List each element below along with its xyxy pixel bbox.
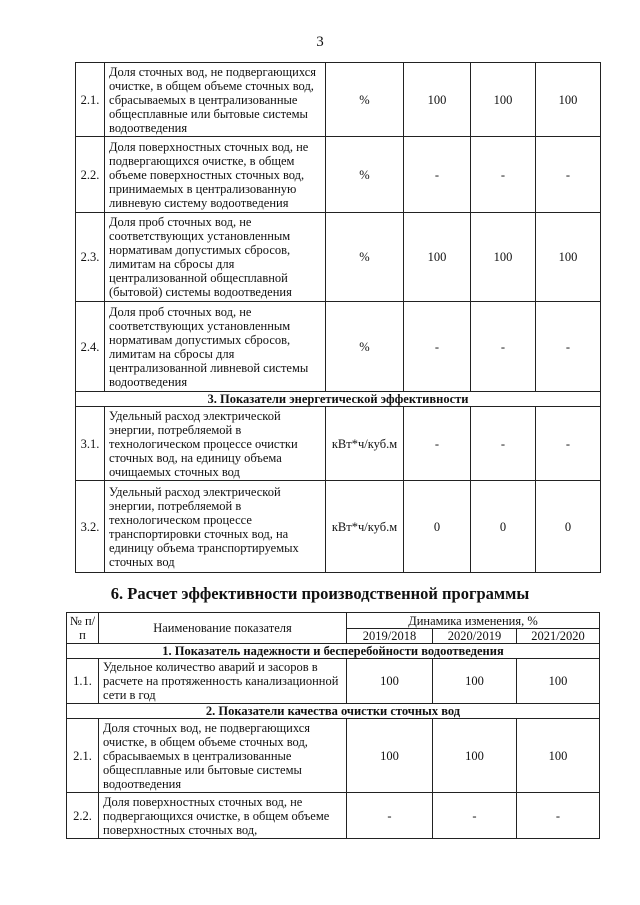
value-2020: - [471, 137, 536, 213]
value-2020-2019: - [433, 793, 517, 839]
indicator-name: Доля проб сточных вод, не соответствующих установленным нормативам допустимых сбросов, лимитам на сбросы для централизованной общесплавной (бытовой) системы водоотведения [105, 213, 326, 302]
unit: % [326, 213, 404, 302]
indicator-name: Доля поверхностных сточных вод, не подвергающихся очистке, в общем объеме поверхностных сточных вод, принимаемых в централизованную ливневую систему водоотведения [105, 137, 326, 213]
row-number: 3.1. [76, 407, 105, 481]
table-row [76, 481, 601, 573]
indicator-name: Доля поверхностных сточных вод, не подвергающихся очистке, в общем объеме поверхностных сточных вод, [99, 793, 347, 839]
row-number: 3.2. [76, 481, 105, 573]
value-2019: - [404, 137, 471, 213]
header-row [67, 613, 600, 629]
section-title: 2. Показатели качества очистки сточных вод [67, 704, 600, 719]
indicator-name: Удельный расход электрической энергии, потребляемой в технологическом процессе транспортировки сточных вод, на единицу объема транспортируемых сточных вод [105, 481, 326, 573]
row-number: 2.2. [67, 793, 99, 839]
value-2020: 0 [471, 481, 536, 573]
value-2021: 0 [536, 481, 601, 573]
value-2021: - [536, 137, 601, 213]
page-number: 3 [316, 34, 324, 50]
value-2019: 100 [404, 213, 471, 302]
section-row [67, 644, 600, 659]
row-number: 2.2. [76, 137, 105, 213]
value-2021: 100 [536, 213, 601, 302]
row-number: 2.1. [76, 63, 105, 137]
table-row [76, 137, 601, 213]
value-2020: 100 [471, 213, 536, 302]
value-2020: 100 [471, 63, 536, 137]
header-name: Наименование показателя [99, 613, 347, 644]
table-row [67, 659, 600, 704]
value-2020: - [471, 302, 536, 392]
value-2020-2019: 100 [433, 719, 517, 793]
row-number: 1.1. [67, 659, 99, 704]
value-2020: - [471, 407, 536, 481]
header-period: 2021/2020 [517, 629, 600, 644]
table-row [67, 793, 600, 839]
row-number: 2.1. [67, 719, 99, 793]
value-2019: - [404, 407, 471, 481]
value-2019: - [404, 302, 471, 392]
header-number: № п/п [67, 613, 99, 644]
indicator-name: Доля сточных вод, не подвергающихся очистке, в общем объеме сточных вод, сбрасываемых в централизованные общесплавные или бытовые системы водоотведения [99, 719, 347, 793]
table-row [76, 213, 601, 302]
section-heading: 6. Расчет эффективности производственной программы [110, 584, 530, 603]
value-2021: 100 [536, 63, 601, 137]
section-title: 3. Показатели энергетической эффективности [76, 392, 601, 407]
value-2019-2018: - [347, 793, 433, 839]
value-2021: - [536, 302, 601, 392]
value-2021-2020: - [517, 793, 600, 839]
value-2021-2020: 100 [517, 719, 600, 793]
indicator-name: Доля проб сточных вод, не соответствующих установленным нормативам допустимых сбросов, лимитам на сбросы для централизованной ливневой системы водоотведения [105, 302, 326, 392]
header-period: 2019/2018 [347, 629, 433, 644]
section-title: 1. Показатель надежности и бесперебойности водоотведения [67, 644, 600, 659]
value-2019: 100 [404, 63, 471, 137]
value-2021-2020: 100 [517, 659, 600, 704]
table-row [67, 719, 600, 793]
section-row [67, 704, 600, 719]
unit: кВт*ч/куб.м [326, 407, 404, 481]
efficiency-table [66, 612, 600, 839]
row-number: 2.3. [76, 213, 105, 302]
unit: % [326, 63, 404, 137]
row-number: 2.4. [76, 302, 105, 392]
header-dynamics: Динамика изменения, % [347, 613, 600, 629]
unit: % [326, 302, 404, 392]
value-2021: - [536, 407, 601, 481]
indicator-name: Удельное количество аварий и засоров в расчете на протяженность канализационной сети в год [99, 659, 347, 704]
unit: % [326, 137, 404, 213]
section-row [76, 392, 601, 407]
indicator-name: Удельный расход электрической энергии, потребляемой в технологическом процессе очистки сточных вод, на единицу объема очищаемых сточных вод [105, 407, 326, 481]
value-2019-2018: 100 [347, 719, 433, 793]
indicator-name: Доля сточных вод, не подвергающихся очистке, в общем объеме сточных вод, сбрасываемых в централизованные общесплавные или бытовые системы водоотведения [105, 63, 326, 137]
value-2019: 0 [404, 481, 471, 573]
table-row [76, 63, 601, 137]
value-2020-2019: 100 [433, 659, 517, 704]
indicators-table-continued [75, 62, 601, 573]
value-2019-2018: 100 [347, 659, 433, 704]
table-row [76, 302, 601, 392]
header-period: 2020/2019 [433, 629, 517, 644]
unit: кВт*ч/куб.м [326, 481, 404, 573]
table-row [76, 407, 601, 481]
